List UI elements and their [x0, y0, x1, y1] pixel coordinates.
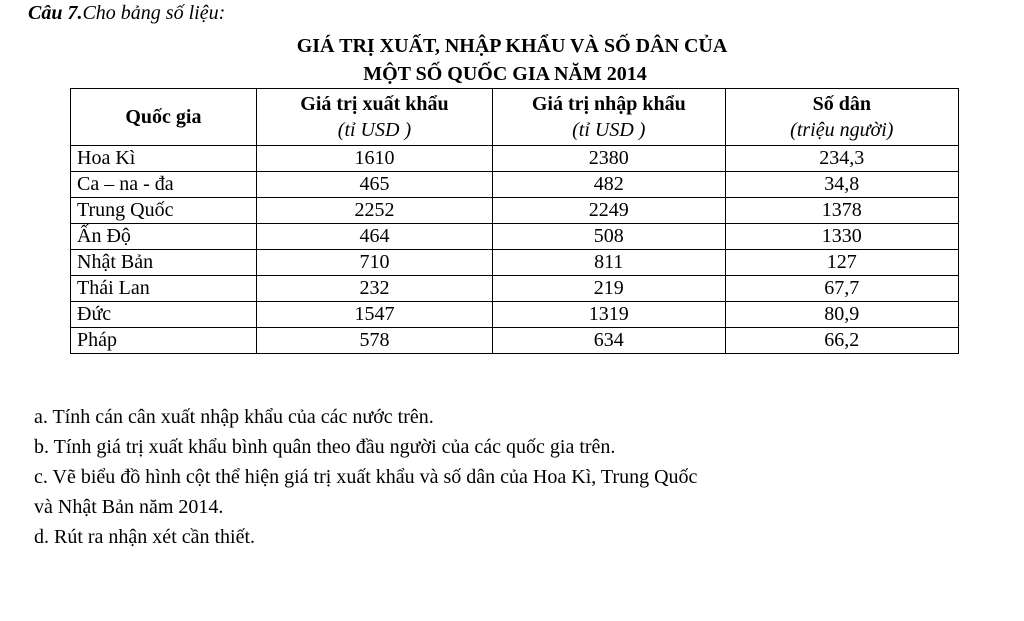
cell-export: 464 — [256, 224, 492, 250]
cell-export: 465 — [256, 172, 492, 198]
cell-import: 508 — [493, 224, 726, 250]
cell-country: Hoa Kì — [71, 146, 257, 172]
table-row — [71, 146, 959, 172]
table-title-line-1: GIÁ TRỊ XUẤT, NHẬP KHẨU VÀ SỐ DÂN CỦA — [296, 35, 728, 57]
task-b: b. Tính giá trị xuất khẩu bình quân theo đầu người của các quốc gia trên. — [34, 436, 616, 458]
table-row — [71, 302, 959, 328]
table-row — [71, 276, 959, 302]
cell-country: Thái Lan — [71, 276, 257, 302]
header-title: Quốc gia — [125, 106, 202, 128]
cell-country: Nhật Bản — [71, 250, 257, 276]
question-heading — [28, 0, 225, 26]
data-table — [70, 88, 959, 354]
cell-export: 710 — [256, 250, 492, 276]
task-a: a. Tính cán cân xuất nhập khẩu của các nước trên. — [34, 406, 434, 428]
cell-export: 1610 — [256, 146, 492, 172]
question-label: Câu 7. — [28, 2, 83, 24]
cell-import: 219 — [493, 276, 726, 302]
header-population — [725, 89, 958, 146]
task-c: c. Vẽ biểu đồ hình cột thể hiện giá trị xuất khẩu và số dân của Hoa Kì, Trung Quốc — [34, 466, 698, 488]
header-export — [256, 89, 492, 146]
table-row — [71, 172, 959, 198]
cell-country: Pháp — [71, 328, 257, 354]
table-header-row — [71, 89, 959, 146]
cell-country: Trung Quốc — [71, 198, 257, 224]
table-title-line-2: MỘT SỐ QUỐC GIA NĂM 2014 — [363, 63, 647, 85]
header-unit: (tỉ USD ) — [572, 119, 646, 141]
cell-population: 234,3 — [725, 146, 958, 172]
cell-export: 578 — [256, 328, 492, 354]
header-import — [493, 89, 726, 146]
cell-export: 2252 — [256, 198, 492, 224]
task-list — [34, 402, 697, 552]
header-unit: (triệu người) — [790, 119, 894, 141]
task-c-continued: và Nhật Bản năm 2014. — [34, 496, 224, 518]
cell-country: Ca – na - đa — [71, 172, 257, 198]
cell-export: 1547 — [256, 302, 492, 328]
cell-population: 127 — [725, 250, 958, 276]
cell-country: Ấn Độ — [71, 224, 257, 250]
cell-population: 1330 — [725, 224, 958, 250]
cell-population: 1378 — [725, 198, 958, 224]
table-row — [71, 198, 959, 224]
header-title: Giá trị nhập khẩu — [531, 93, 686, 115]
table-row — [71, 224, 959, 250]
task-d: d. Rút ra nhận xét cần thiết. — [34, 526, 256, 548]
cell-import: 1319 — [493, 302, 726, 328]
cell-import: 634 — [493, 328, 726, 354]
cell-import: 2380 — [493, 146, 726, 172]
cell-import: 482 — [493, 172, 726, 198]
table-row — [71, 328, 959, 354]
cell-import: 2249 — [493, 198, 726, 224]
cell-population: 34,8 — [725, 172, 958, 198]
header-unit: (tỉ USD ) — [337, 119, 412, 141]
cell-country: Đức — [71, 302, 257, 328]
cell-population: 66,2 — [725, 328, 958, 354]
header-country — [71, 89, 257, 146]
header-title: Giá trị xuất khẩu — [300, 93, 449, 115]
table-row — [71, 250, 959, 276]
cell-export: 232 — [256, 276, 492, 302]
cell-population: 80,9 — [725, 302, 958, 328]
header-title: Số dân — [812, 93, 871, 115]
question-intro: Cho bảng số liệu: — [82, 2, 226, 24]
cell-import: 811 — [493, 250, 726, 276]
cell-population: 67,7 — [725, 276, 958, 302]
